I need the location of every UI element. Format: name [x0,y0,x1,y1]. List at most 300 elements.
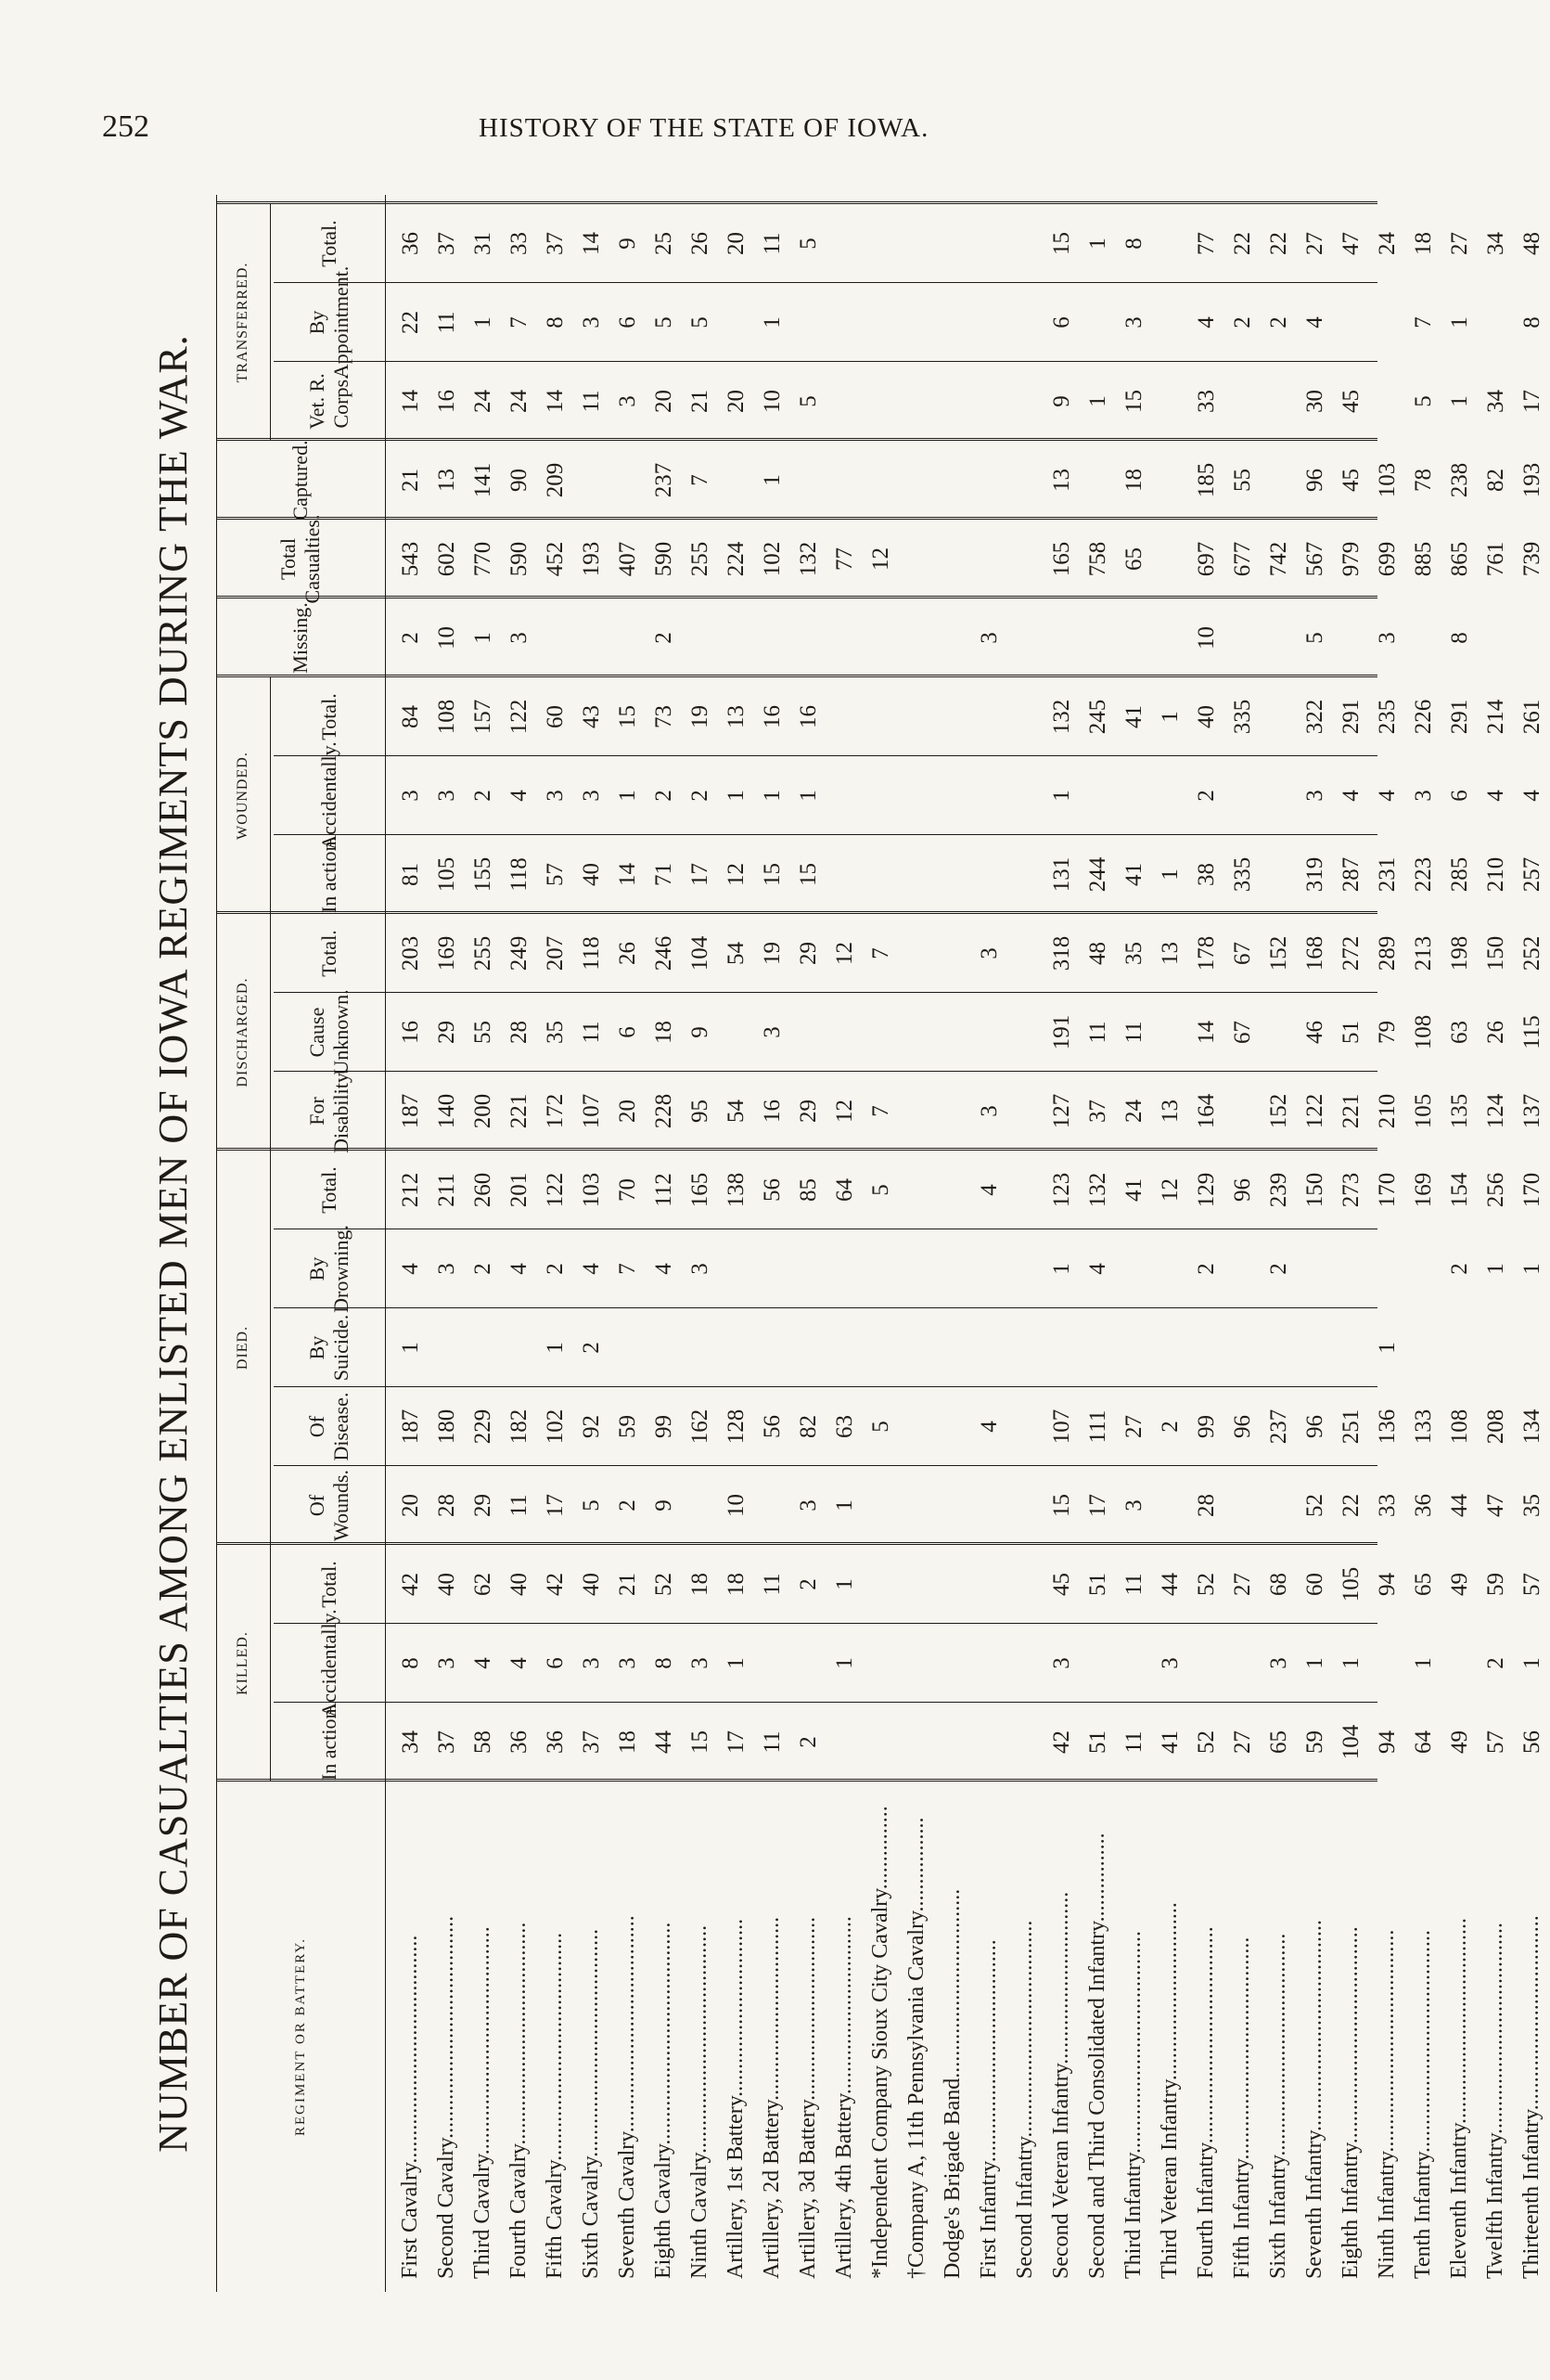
table-cell: 11 [1121,1573,1146,1596]
table-cell [971,677,1007,756]
column-header: In action. [317,835,340,914]
table-cell [1007,677,1044,756]
table-cell [682,598,718,677]
table-cell: 15 [760,863,785,886]
table-cell: 21 [687,390,712,413]
table-cell [1297,1308,1333,1387]
regiment-name: Twelfth Infantry...................................... [1483,1922,1507,2279]
column-header: Of Wounds. [305,1469,352,1542]
table-cell [718,441,754,520]
regiment-column-header: REGIMENT OR BATTERY. [292,1936,308,2137]
table-cell: 11 [760,1730,785,1754]
table-cell [790,283,826,362]
table-cell: 3 [977,1105,1002,1117]
running-head: HISTORY OF THE STATE OF IOWA. [479,113,929,143]
regiment-name: Eighth Cavalry........................................ [651,1922,675,2279]
table-cell: 9 [651,1499,676,1512]
table-cell: 1 [470,316,495,328]
table-cell [573,441,609,520]
table-cell: 4 [1519,790,1544,802]
table-cell: 165 [687,1172,712,1208]
table-cell [935,993,971,1072]
header-rule [385,195,386,2292]
table-cell: 129 [1194,1172,1219,1208]
table-cell: 2 [615,1499,640,1512]
table-cell [1224,598,1261,677]
table-cell: 452 [543,541,568,577]
table-cell: 90 [506,469,532,492]
table-cell: 28 [506,1021,532,1044]
table-cell: 211 [434,1173,459,1207]
table-row [1478,195,1514,2292]
table-row [1514,195,1550,2292]
table-cell: 42 [1049,1730,1074,1754]
table-cell [429,1308,465,1387]
page-header [102,109,1364,165]
table-cell [899,1229,935,1308]
table-cell: 40 [506,1573,532,1596]
table-cell [1405,1229,1441,1308]
table-cell: 3 [687,1657,712,1669]
table-cell: 47 [1483,1494,1508,1517]
table-cell [1116,756,1152,835]
table-cell: 8 [1121,238,1146,250]
table-cell [790,598,826,677]
column-header: Of Disease. [305,1392,352,1461]
column-header: Total. [317,1561,340,1608]
table-cell [573,598,609,677]
table-cell [501,1308,537,1387]
table-cell: 65 [1411,1573,1436,1596]
table-cell: 14 [543,390,568,413]
table-cell: 118 [579,936,604,971]
table-cell [863,362,899,441]
table-cell [935,1387,971,1466]
table-cell: 245 [1085,699,1110,735]
table-cell: 21 [398,469,423,492]
table-cell: 5 [796,238,821,250]
table-cell [935,677,971,756]
regiment-name: Third Cavalry......................................... [470,1926,494,2279]
table-cell: 4 [506,790,532,802]
table-cell: 33 [1375,1494,1400,1517]
table-cell: 172 [543,1093,568,1129]
table-cell: 1 [1302,1657,1327,1669]
table-cell [1261,441,1297,520]
table-cell: 16 [434,390,459,413]
table-cell: 235 [1375,699,1400,735]
table-cell: 210 [1483,856,1508,893]
table-cell: 132 [1085,1172,1110,1208]
table-row [501,195,537,2292]
table-cell: 55 [470,1021,495,1044]
table-cell: 3 [1411,790,1436,802]
table-cell [935,1545,971,1624]
table-row [1405,195,1441,2292]
table-cell: 3 [977,632,1002,644]
table-cell: 5 [651,316,676,328]
table-cell [935,1703,971,1782]
table-cell: 261 [1519,699,1544,735]
table-cell: 5 [1411,395,1436,407]
table-cell: 1 [1158,711,1183,723]
table-row [1369,195,1405,2292]
regiment-name: Tenth Infantry........................................ [1411,1929,1435,2279]
table-cell: 150 [1483,935,1508,971]
table-cell: 3 [434,1657,459,1669]
table-cell: 71 [651,863,676,886]
table-cell [863,283,899,362]
table-cell: 26 [615,942,640,965]
table-cell: 104 [1339,1724,1364,1760]
table-cell [1152,1466,1188,1545]
table-cell [465,1308,501,1387]
table-cell [1261,677,1297,756]
table-cell: 251 [1339,1409,1364,1445]
table-cell [935,835,971,914]
table-cell [1152,283,1188,362]
table-cell [1152,520,1188,598]
table-cell: 99 [1194,1415,1219,1438]
table-cell [899,283,935,362]
table-cell: 20 [398,1494,423,1517]
table-cell: 11 [579,1021,604,1044]
table-cell: 19 [687,705,712,728]
table-cell: 407 [615,541,640,577]
table-cell: 18 [651,1021,676,1044]
column-header: Total Casualties. [276,514,324,604]
table-cell: 48 [1519,232,1544,255]
table-row [863,195,899,2292]
table-cell: 697 [1194,541,1219,577]
table-cell [863,1229,899,1308]
table-cell: 180 [434,1409,459,1445]
table-cell [826,835,863,914]
table-cell [1080,441,1116,520]
table-cell: 107 [579,1093,604,1129]
table-cell: 291 [1339,699,1364,735]
table-cell: 27 [1447,232,1472,255]
table-cell: 9 [687,1026,712,1038]
table-cell: 2 [1483,1657,1508,1669]
table-cell [899,598,935,677]
table-cell: 231 [1375,856,1400,893]
table-cell: 150 [1302,1172,1327,1208]
table-cell: 1 [1339,1657,1364,1669]
table-cell: 1 [724,1657,749,1669]
table-cell: 13 [1158,942,1183,965]
table-cell: 335 [1230,856,1255,893]
table-cell: 10 [760,390,785,413]
table-cell: 1 [724,790,749,802]
table-cell: 33 [506,232,532,255]
regiment-name: Dodge's Brigade Band.................................. [941,1888,965,2279]
table-cell [863,598,899,677]
table-cell [1007,1387,1044,1466]
table-row [1224,195,1261,2292]
table-cell: 108 [1447,1409,1472,1445]
table-cell: 5 [868,1421,893,1433]
table-cell [1116,1229,1152,1308]
table-cell: 65 [1121,547,1146,571]
table-cell [1152,756,1188,835]
table-cell: 11 [1085,1021,1110,1044]
table-cell: 2 [1230,316,1255,328]
table-cell [863,993,899,1072]
table-cell: 3 [615,395,640,407]
table-cell [646,1308,682,1387]
table-cell [826,756,863,835]
regiment-name: Artillery, 2d Battery................................. [760,1916,784,2279]
table-cell: 212 [398,1172,423,1208]
table-cell: 96 [1230,1415,1255,1438]
table-cell [1044,598,1080,677]
table-cell: 27 [1230,1730,1255,1754]
table-cell: 3 [615,1657,640,1669]
table-cell: 51 [1085,1730,1110,1754]
table-cell [1514,1308,1550,1387]
table-cell: 134 [1519,1409,1544,1445]
table-cell [935,756,971,835]
table-cell [899,993,935,1072]
table-cell: 18 [724,1573,749,1596]
table-cell: 170 [1519,1172,1544,1208]
column-header: Total. [317,220,340,267]
table-cell: 1 [398,1342,423,1354]
table-cell: 96 [1230,1178,1255,1202]
table-cell [1297,1229,1333,1308]
table-cell: 207 [543,935,568,971]
table-cell: 17 [1519,390,1544,413]
table-cell: 5 [687,316,712,328]
table-cell [1478,598,1514,677]
table-cell: 115 [1519,1015,1544,1049]
table-cell [1116,1624,1152,1703]
table-cell: 103 [579,1172,604,1208]
table-cell: 4 [1483,790,1508,802]
table-cell: 5 [579,1499,604,1512]
table-cell [1369,283,1405,362]
table-cell: 123 [1049,1172,1074,1208]
table-cell: 25 [651,232,676,255]
table-cell: 102 [543,1409,568,1445]
table-cell: 11 [760,1573,785,1596]
table-cell [826,204,863,283]
table-cell: 29 [796,1100,821,1123]
table-cell [1007,1466,1044,1545]
table-cell: 16 [760,1100,785,1123]
table-cell [863,1466,899,1545]
table-cell: 41 [1121,1178,1146,1202]
table-cell [1080,756,1116,835]
table-cell: 56 [1519,1730,1544,1754]
table-cell: 17 [543,1494,568,1517]
table-cell [1152,362,1188,441]
group-header: DISCHARGED. [216,914,271,1151]
table-cell [1007,441,1044,520]
table-cell: 170 [1375,1172,1400,1208]
table-cell: 6 [1049,316,1074,328]
table-cell: 41 [1158,1730,1183,1754]
table-cell: 60 [543,705,568,728]
table-cell: 18 [615,1730,640,1754]
table-row [392,195,429,2292]
table-cell: 16 [760,705,785,728]
table-cell [1224,1072,1261,1151]
table-cell [863,835,899,914]
table-cell: 246 [651,935,676,971]
table-cell: 1 [1375,1342,1400,1354]
table-cell [790,993,826,1072]
table-cell: 152 [1266,1093,1291,1129]
table-cell: 85 [796,1178,821,1202]
table-cell: 35 [543,1021,568,1044]
table-cell: 567 [1302,541,1327,577]
table-cell: 289 [1375,935,1400,971]
table-cell: 4 [977,1421,1002,1433]
table-cell: 141 [470,462,495,498]
table-cell [1405,598,1441,677]
table-cell: 20 [651,390,676,413]
table-cell: 7 [868,947,893,959]
table-row [1261,195,1297,2292]
table-cell: 38 [1194,863,1219,886]
table-cell [899,1308,935,1387]
table-cell [826,598,863,677]
table-cell: 57 [1483,1730,1508,1754]
table-cell: 4 [579,1263,604,1275]
table-cell: 2 [470,1263,495,1275]
column-header: Accidentally. [317,1609,340,1717]
table-cell: 157 [470,699,495,735]
table-cell [971,1229,1007,1308]
table-cell: 14 [1194,1021,1219,1044]
table-cell [1007,283,1044,362]
table-cell: 12 [724,863,749,886]
table-cell: 40 [434,1573,459,1596]
table-cell: 15 [615,705,640,728]
table-cell: 19 [760,942,785,965]
table-cell: 229 [470,1409,495,1445]
table-cell [826,283,863,362]
table-cell: 67 [1230,942,1255,965]
table-cell: 105 [434,856,459,893]
regiment-name: Seventh Infantry...................................... [1302,1919,1326,2279]
group-header: KILLED. [216,1545,271,1782]
table-cell [1007,204,1044,283]
table-cell [1333,283,1369,362]
table-cell: 22 [398,311,423,334]
table-row [971,195,1007,2292]
table-cell: 37 [434,1730,459,1754]
table-cell: 3 [1375,632,1400,644]
table-cell: 5 [1302,632,1327,644]
table-cell [863,204,899,283]
table-cell [935,598,971,677]
table-cell: 59 [1302,1730,1327,1754]
table-cell: 35 [1121,942,1146,965]
table-cell: 40 [579,1573,604,1596]
table-cell: 590 [506,541,532,577]
table-cell: 36 [398,232,423,255]
table-cell: 42 [543,1573,568,1596]
table-cell: 51 [1085,1573,1110,1596]
regiment-name: Second and Third Consolidated Infantry................ [1085,1833,1109,2279]
table-cell: 252 [1519,935,1544,971]
table-cell [790,1308,826,1387]
table-cell [1261,1466,1297,1545]
table-cell: 1 [760,790,785,802]
table-cell [1007,1072,1044,1151]
table-cell: 27 [1302,232,1327,255]
table-cell [935,1466,971,1545]
page-title: NUMBER OF CASUALTIES AMONG ENLISTED MEN OF IOWA REGIMENTS DURING THE WAR. [150,334,196,2153]
table-cell: 14 [398,390,423,413]
column-header: In action. [317,1703,340,1782]
table-cell: 739 [1519,541,1544,577]
table-cell [1007,520,1044,598]
regiment-name: Seventh Cavalry....................................... [615,1915,639,2279]
table-cell: 3 [977,947,1002,959]
table-cell: 201 [506,1172,532,1208]
table-cell [899,1387,935,1466]
regiment-name: First Infantry........................................ [977,1939,1001,2279]
table-cell: 29 [470,1494,495,1517]
table-cell: 64 [1411,1730,1436,1754]
table-cell: 2 [543,1263,568,1275]
table-cell: 34 [398,1730,423,1754]
table-cell: 79 [1375,1021,1400,1044]
table-cell: 7 [615,1263,640,1275]
table-cell: 12 [832,942,857,965]
table-cell: 13 [434,469,459,492]
table-cell: 3 [579,790,604,802]
table-cell: 128 [724,1409,749,1445]
table-cell [1405,1308,1441,1387]
table-cell [1478,1308,1514,1387]
column-header: Total. [317,930,340,977]
regiment-name: Artillery, 4th Battery................................ [832,1916,856,2279]
table-cell: 27 [1121,1415,1146,1438]
regiment-name: Eleventh Infantry..................................... [1447,1917,1471,2279]
table-cell: 63 [832,1415,857,1438]
table-cell: 52 [1302,1494,1327,1517]
table-cell: 1 [796,790,821,802]
table-cell: 18 [1121,469,1146,492]
table-cell [1224,756,1261,835]
table-cell: 35 [1519,1494,1544,1517]
table-cell: 42 [398,1573,423,1596]
casualty-table [216,195,1544,2292]
table-cell: 56 [760,1415,785,1438]
table-cell: 15 [687,1730,712,1754]
regiment-name: Ninth Infantry........................................ [1375,1929,1399,2279]
table-cell [899,1072,935,1151]
table-cell [1188,1308,1224,1387]
table-row [718,195,754,2292]
table-cell: 1 [615,790,640,802]
table-cell: 62 [470,1573,495,1596]
table-cell: 1 [1519,1263,1544,1275]
table-cell: 3 [543,790,568,802]
table-cell [863,441,899,520]
column-header: Missing. [288,602,312,674]
table-cell: 104 [687,935,712,971]
table-cell [1261,756,1297,835]
table-cell: 1 [543,1342,568,1354]
table-cell: 17 [724,1730,749,1754]
top-rule [216,195,217,2292]
